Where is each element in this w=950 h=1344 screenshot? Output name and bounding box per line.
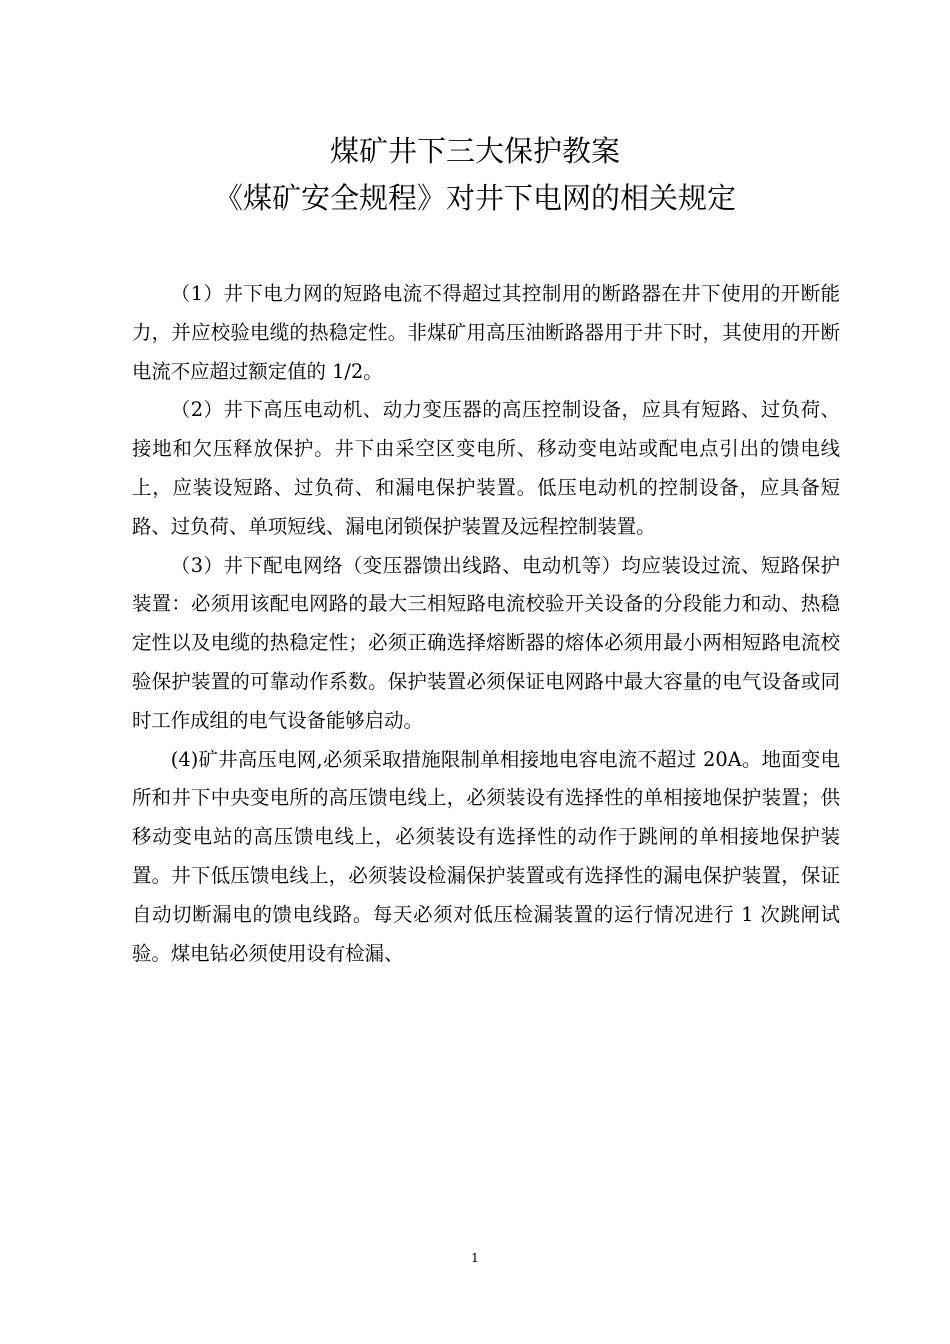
paragraph-2: （2）井下高压电动机、动力变压器的高压控制设备，应具有短路、过负荷、接地和欠压释放保护。井下由采空区变电所、移动变电站或配电点引出的馈电线上，应装设短路、过负荷、和漏电保护装置。低压电动机的控制设备，应具备短路、过负荷、单项短线、漏电闭锁保护装置及远程控制装置。 [132, 398, 840, 538]
document-subtitle: 《煤矿安全规程》对井下电网的相关规定 [213, 181, 736, 215]
document-title: 煤矿井下三大保护教案 [329, 134, 620, 168]
paragraph-3: （3）井下配电网络（变压器馈出线路、电动机等）均应装设过流、短路保护装置：必须用该配电网路的最大三相短路电流校验开关设备的分段能力和动、热稳定性以及电缆的热稳定性；必须正确选择熔断器的熔体必须用最小两相短路电流校验保护装置的可靠动作系数。保护装置必须保证电网路中最大容量的电气设备或同时工作成组的电气设备能够启动。 [132, 553, 840, 732]
paragraph-4: (4)矿井高压电网,必须采取措施限制单相接地电容电流不超过 20A。地面变电所和井下中央变电所的高压馈电线上，必须装设有选择性的单相接地保护装置；供移动变电站的高压馈电线上，必须装设有选择性的动作于跳闸的单相接地保护装置。井下低压馈电线上，必须装设检漏保护装置或有选择性的漏电保护装置，保证自动切断漏电的馈电线路。每天必须对低压检漏装置的运行情况进行 1 次跳闸试验。煤电钻必须使用设有检漏、 [132, 747, 840, 965]
paragraph-1: （1）井下电力网的短路电流不得超过其控制用的断路器在井下使用的开断能力，并应校验电缆的热稳定性。非煤矿用高压油断路器用于井下时，其使用的开断电流不应超过额定值的 1/2。 [132, 282, 840, 383]
page-number: 1 [471, 1251, 479, 1265]
document-body [132, 275, 840, 973]
